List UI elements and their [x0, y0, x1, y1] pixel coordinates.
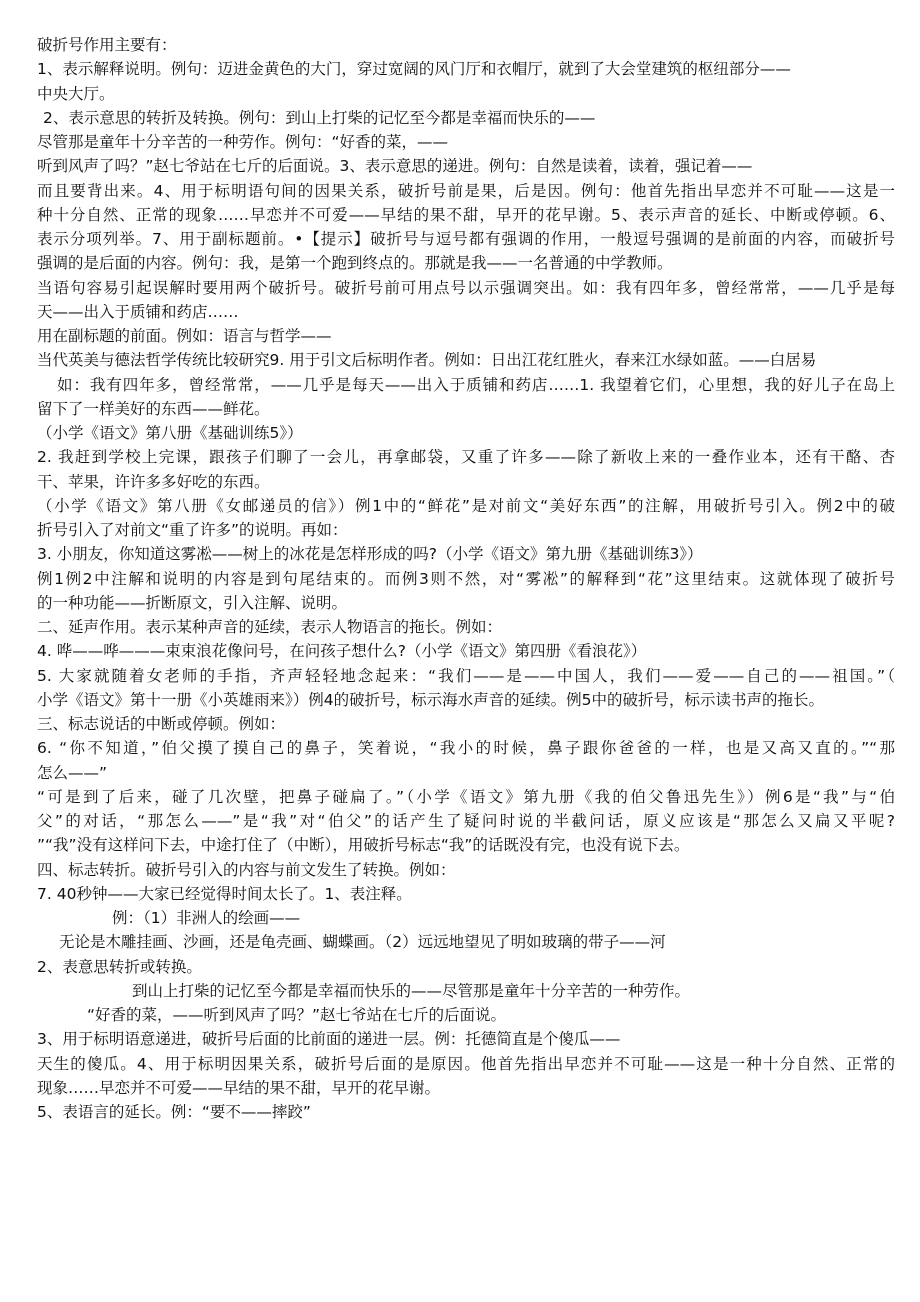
text-line: 听到风声了吗？”赵七爷站在七斤的后面说。3、表示意思的递进。例句：自然是读着，读着，强记着——: [37, 157, 753, 176]
text-line: 无论是木雕挂画、沙画，还是龟壳画、蝴蝶画。（2）远远地望见了明如玻璃的带子——河: [59, 933, 666, 952]
text-line: 二、延声作用。表示某种声音的延续，表示人物语言的拖长。例如：: [37, 618, 503, 636]
text-line: 2. 我赶到学校上完课，跟孩子们聊了一会儿，再拿邮袋，又重了许多——除了新收上来的一叠作业本，还有干酪、杏: [37, 448, 895, 467]
text-line: 折号引入了对前文“重了许多”的说明。再如：: [37, 521, 348, 539]
text-line: 4. 哗——哗———束束浪花像问号，在问孩子想什么?（小学《语文》第四册《看浪花》）: [37, 642, 647, 661]
text-line: 当代英美与德法哲学传统比较研究9. 用于引文后标明作者。例如：日出江花红胜火，春来江水绿如蓝。——白居易: [37, 351, 817, 370]
text-line: 的一种功能——折断原文，引入注解、说明。: [37, 593, 348, 612]
text-line: 到山上打柴的记忆至今都是幸福而快乐的——尽管那是童年十分辛苦的一种劳作。: [132, 981, 691, 1000]
text-line: 干、苹果，许许多多好吃的东西。: [37, 472, 270, 491]
text-line: 天生的傻瓜。4、用于标明因果关系，破折号后面的是原因。他首先指出早恋并不可耻——这是一种十分自然、正常的: [37, 1054, 895, 1073]
text-line: 7. 40秒钟——大家已经觉得时间太长了。1、表注释。: [37, 884, 412, 903]
text-line: 2、表意思转折或转换。: [37, 957, 202, 976]
text-line: 父”的对话，“那怎么——”是“我”对“伯父”的话产生了疑问时说的半截问话，原义应该是“那怎么又扁又平呢?: [37, 812, 895, 830]
text-line: 种十分自然、正常的现象……早恋并不可爱——早结的果不甜，早开的花早谢。5、表示声音的延长、中断或停顿。6、: [37, 205, 895, 224]
text-line: 留下了一样美好的东西——鲜花。: [37, 399, 270, 418]
text-line: 表示分项列举。7、用于副标题前。•【提示】破折号与逗号都有强调的作用，一般逗号强调的是前面的内容，而破折号: [37, 230, 895, 248]
text-line: 强调的是后面的内容。例句：我，是第一个跑到终点的。那就是我——一名普通的中学教师。: [37, 254, 673, 273]
text-line: 6. “你不知道，”伯父摸了摸自己的鼻子，笑着说，“我小的时候，鼻子跟你爸爸的一样，也是又高又直的。”“那: [37, 739, 895, 758]
text-line: “可是到了后来，碰了几次壁，把鼻子碰扁了。”（小学《语文》第九册《我的伯父鲁迅先生》）例6是“我”与“伯: [37, 787, 895, 806]
text-line: （小学《语文》第八册《基础训练5》）: [37, 424, 303, 442]
text-line: “好香的菜，——听到风声了吗？”赵七爷站在七斤的后面说。: [87, 1006, 507, 1024]
text-line: 三、标志说话的中断或停顿。例如：: [37, 715, 286, 733]
text-line: 四、标志转折。破折号引入的内容与前文发生了转换。例如：: [37, 860, 456, 879]
text-line: 用在副标题的前面。例如：语言与哲学——: [37, 327, 332, 345]
text-line: 5、表语言的延长。例：“要不——摔跤”: [37, 1103, 311, 1121]
text-line: 而且要背出来。4、用于标明语句间的因果关系，破折号前是果，后是因。例句：他首先指出早恋并不可耻——这是一: [37, 181, 895, 200]
text-line: 3、用于标明语意递进，破折号后面的比前面的递进一层。例：托德简直是个傻瓜——: [37, 1030, 621, 1049]
text-line: 1、表示解释说明。例句：迈进金黄色的大门，穿过宽阔的风门厅和衣帽厅，就到了大会堂建筑的枢纽部分——: [37, 60, 791, 79]
text-line: 中央大厅。: [37, 84, 115, 103]
text-line: （小学《语文》第八册《女邮递员的信》）例1中的“鲜花”是对前文“美好东西”的注解，用破折号引入。例2中的破: [37, 496, 895, 515]
text-line: 3. 小朋友，你知道这雾凇——树上的冰花是怎样形成的吗?（小学《语文》第九册《基础训练3》）: [37, 545, 703, 564]
text-line: 5. 大家就随着女老师的手指，齐声轻轻地念起来：“我们——是——中国人，我们——爱——自己的——祖国。”（: [37, 666, 895, 685]
text-line: 破折号作用主要有：: [37, 36, 177, 54]
text-line: 尽管那是童年十分辛苦的一种劳作。例句：“好香的菜，——: [37, 133, 449, 151]
text-line: 怎么——”: [37, 763, 108, 782]
text-line: 天——出入于质铺和药店……: [37, 302, 239, 321]
text-line: 2、表示意思的转折及转换。例句：到山上打柴的记忆至今都是幸福而快乐的——: [43, 108, 596, 127]
document-body: [37, 33, 895, 1124]
text-line: 例1例2中注解和说明的内容是到句尾结束的。而例3则不然，对“雾凇”的解释到“花”这里结束。这就体现了破折号: [37, 569, 895, 588]
text-line: 现象……早恋并不可爱——早结的果不甜，早开的花早谢。: [37, 1078, 441, 1097]
text-line: 例：（1）非洲人的绘画——: [112, 909, 301, 927]
text-line: 如：我有四年多，曾经常常，——几乎是每天——出入于质铺和药店……1. 我望着它们，心里想，我的好儿子在岛上: [57, 375, 895, 394]
text-line: ”“我”没有这样问下去，中途打住了（中断），用破折号标志“我”的话既没有完，也没有说下去。: [37, 836, 690, 855]
text-line: 小学《语文》第十一册《小英雄雨来》）例4的破折号，标示海水声音的延续。例5中的破折号，标示读书声的拖长。: [37, 690, 824, 709]
text-line: 当语句容易引起误解时要用两个破折号。破折号前可用点号以示强调突出。如：我有四年多，曾经常常，——几乎是每: [37, 278, 895, 297]
